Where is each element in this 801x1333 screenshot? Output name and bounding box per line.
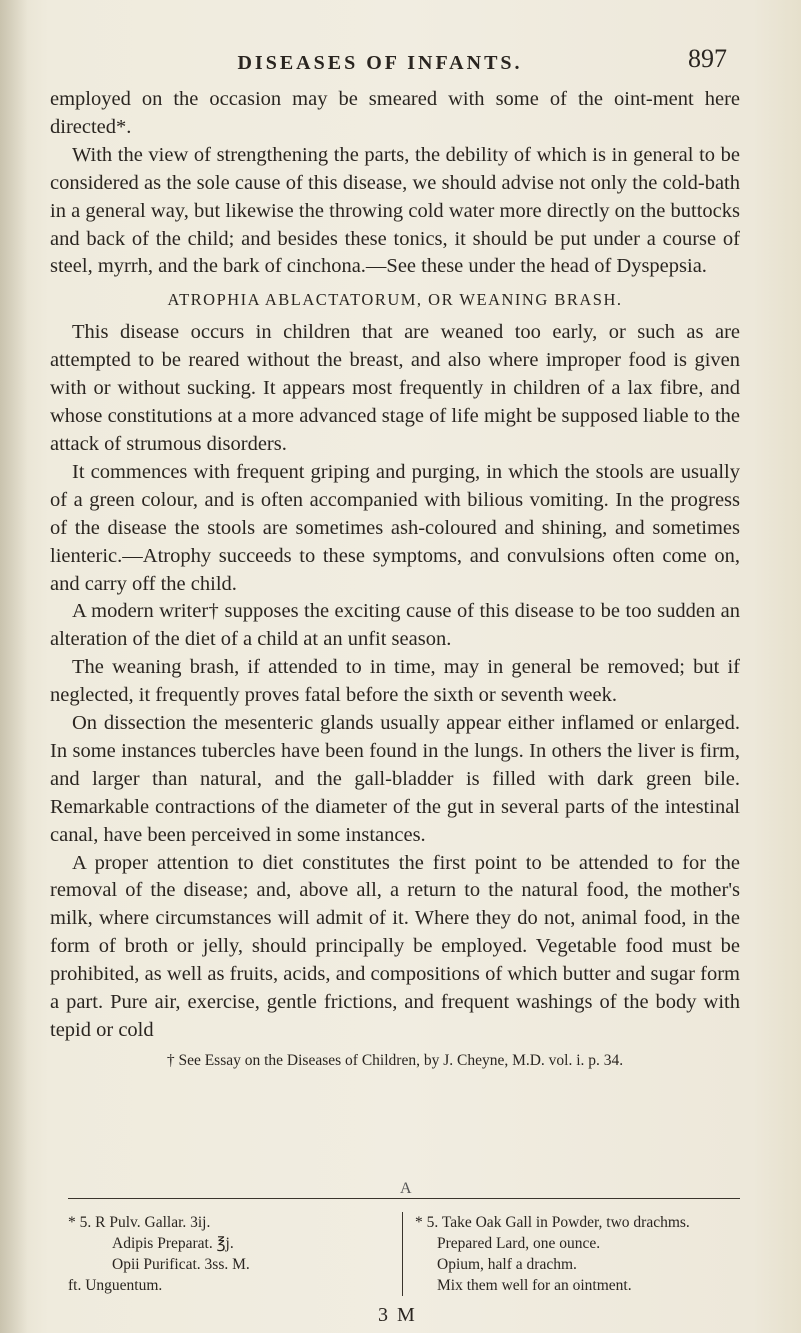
paragraph-weaning-brash: The weaning brash, if attended to in time, may in general be removed; but if neglected, it frequently proves fatal before the sixth or seventh week.	[50, 656, 740, 707]
paragraph-dissection: On dissection the mesenteric glands usually appear either inflamed or enlarged. In some instances tubercles have been found in the lungs. In others the liver is firm, and larger than natural, and the gall-bladder is filled with dark green bile. Remarkable contractions of the diameter of the gut in several parts of the intestinal canal, have been perceived in some instances.	[50, 712, 740, 846]
page-number: 897	[688, 44, 727, 73]
paragraph-commences: It commences with frequent griping and purging, in which the stools are usually of a green colour, and is often accompanied with bilious vomiting. In the progress of the disease the stools are sometimes ash-coloured and shining, and sometimes lienteric.—Atrophy succeeds to these symptoms, and convulsions often come on, and carry off the child.	[50, 460, 740, 595]
paragraph-strengthening: With the view of strengthening the parts, the debility of which is in general to be considered as the sole cause of this disease, we should advise not only the cold-bath in a general way, but likewise the throwing cold water more directly on the buttocks and back of the child; and besides these tonics, it should be put under a course of steel, myrrh, and the bark of cinchona.—See these under the head of Dyspepsia.	[50, 143, 740, 278]
paragraph-disease-occurs: This disease occurs in children that are weaned too early, or such as are attempted to be reared without the breast, and also where improper food is given with or without sucking. It appears most frequently in children of a lax fibre, and whose constitutions at a more advanced stage of life might be supposed liable to the attack of strumous disorders.	[50, 321, 740, 455]
footnote-dagger: † See Essay on the Diseases of Children, by J. Cheyne, M.D. vol. i. p. 34.	[166, 1051, 624, 1069]
handwritten-mark: A	[400, 1180, 412, 1197]
paragraph-modern-writer: A modern writer† supposes the exciting cause of this disease to be too sudden an alteration of the diet of a child at an unfit season.	[50, 600, 740, 651]
paragraph-diet: A proper attention to diet constitutes the first point to be attended to for the removal of the disease; and, above all, a return to the natural food, the mother's milk, where circumstances will admit of it. Where they do not, animal food, in the form of broth or jelly, should principally be employed. Vegetable food must be prohibited, as well as fruits, acids, and compositions of which butter and sugar form a part. Pure air, exercise, gentle frictions, and frequent washings of the body with tepid or cold	[50, 851, 740, 1041]
footnote-rule	[68, 1198, 740, 1199]
footnote-line: Prepared Lard, one ounce.	[437, 1235, 601, 1252]
paragraph-continuation: employed on the occasion may be smeared with some of the oint-ment here directed*.	[50, 88, 740, 138]
footnote-latin-recipe	[68, 1212, 403, 1296]
body-text	[50, 86, 740, 1071]
footnote-line: * 5. Take Oak Gall in Powder, two drachms.	[415, 1214, 690, 1231]
footnote-line: Adipis Preparat. ℥j.	[112, 1235, 234, 1252]
signature-mark: 3 M	[378, 1304, 417, 1326]
footnote-line: * 5. R Pulv. Gallar. 3ij.	[68, 1214, 211, 1231]
footnote-line: Mix them well for an ointment.	[437, 1277, 632, 1294]
footnote-line: Opii Purificat. 3ss. M.	[112, 1256, 250, 1273]
footnote-english-recipe	[403, 1212, 755, 1296]
section-heading: ATROPHIA ABLACTATORUM, OR WEANING BRASH.	[167, 290, 623, 310]
footnote-line: Opium, half a drachm.	[437, 1256, 577, 1273]
gutter-shadow	[0, 0, 28, 1333]
footnote-line: ft. Unguentum.	[68, 1277, 163, 1294]
running-head: DISEASES OF INFANTS.	[237, 52, 523, 74]
footnote-columns	[68, 1212, 758, 1296]
